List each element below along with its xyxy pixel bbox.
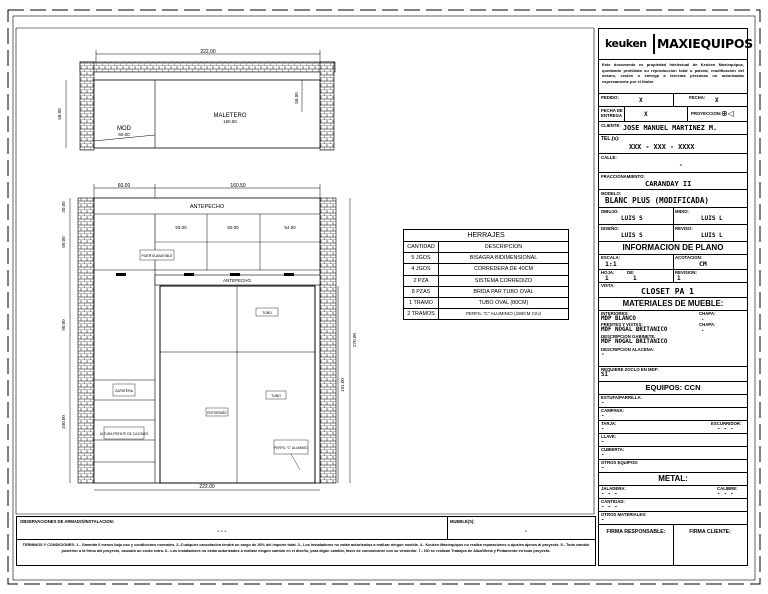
plan-depth-left: 58.00 [57, 108, 62, 120]
modelo-value: BLANC PLUS (MODIFICADA) [605, 196, 709, 205]
herrajes-col-cantidad: CANTIDAD [404, 242, 439, 252]
note-perfil: PERFIL "C" ALUMINIO [274, 446, 308, 450]
firma-responsable: FIRMA RESPONSABLE: [606, 529, 666, 535]
plan-depth-right: 58.00 [294, 92, 299, 104]
hoja-label: HOJA: [601, 270, 615, 275]
tarja-value: - [601, 426, 605, 432]
terms: TERMINOS Y CONDICIONES: 1.- Garantía 6 meses bajo uso y condiciones normales. 2.-Cualquier cancelación tendrá un cargo de 20% del importe total. 3.- Los instaladores no están autorizados a realizar ningún mueble. 4.- Keuken Maxiequipos no realiza reparaciones o ajustes ajenos al proyecto. 5.- Todo cambio posterior a la firma del proyecto, causará un costo extra. 6.- Los instaladores no están autorizados a realizar ningún cambio en el diseño, para algún cambio, favor de comunicarse con su vendedor. 7.- NO se realizan Trabajos de Albañilería y Pintamento en todo proyecto. [22, 543, 590, 553]
cubierta-value: - [601, 452, 605, 458]
herrajes-desc: CORREDERA DE 40CM [473, 266, 533, 273]
elev-h-right: 191.00 [340, 378, 345, 392]
chapa2-label: CHAPA: [699, 322, 716, 327]
table-row [404, 286, 568, 297]
disclaimer: Este documento es propiedad intelectual de Keuken Maxiequipos, quedando prohibida su reproducción total o parcial, modificación del mismo, cesión o entrega a terceras personas no autorizadas expresamente por el titular. [602, 62, 744, 84]
jaladera-label: JALADERA: [601, 486, 626, 491]
de-label: DE: [627, 270, 635, 275]
note-entrepano: ENTREPAÑO [207, 411, 227, 415]
projection-icon: ⊕◁ [721, 109, 734, 118]
escala-label: ESCALA: [601, 255, 621, 260]
entrega-value: X [644, 111, 648, 118]
llave-value: - [601, 439, 605, 445]
elevation-view [61, 183, 357, 490]
elev-dim-c: 54.50 [284, 225, 296, 230]
maletero-dim: 160.50 [223, 119, 237, 124]
info-header: INFORMACION DE PLANO [599, 242, 747, 255]
antepecho-mid: ANTEPECHO [222, 278, 252, 283]
mod-dim: 60.00 [118, 132, 130, 137]
hoja-value: 1 [605, 275, 609, 282]
jaladera-value: - - - [601, 491, 618, 497]
fecha-value: X [715, 97, 719, 104]
table-row [404, 297, 568, 308]
modelo-label: MODELO: [601, 191, 622, 196]
elev-dim-b: 50.00 [227, 225, 239, 230]
antepecho-top: ANTEPECHO [189, 204, 225, 210]
calibre-value: - - - [717, 491, 734, 497]
calle-value: - [679, 162, 683, 169]
acot-label: ACOTACION: [675, 255, 703, 260]
escurridor-label: ESCURRIDOR: [711, 421, 742, 426]
pedido-value: X [639, 97, 643, 104]
proyeccion-label: PROYECCION: [691, 111, 722, 116]
bottom-notes [16, 516, 596, 566]
herrajes-table [403, 229, 569, 320]
herrajes-col-descripcion: DESCRIPCION [484, 244, 523, 250]
alacena-label: DESCRIPCION ALACENA: [601, 347, 655, 352]
frentes-label: FRENTES Y VISTAS: [601, 322, 643, 327]
escala-value: 1:1 [605, 260, 617, 268]
elev-dim-right: 160.50 [230, 183, 246, 189]
acot-value: CM [699, 260, 707, 268]
alacena-value: - [601, 352, 605, 358]
fracc-value: CARANDAY II [645, 180, 692, 188]
herrajes-desc: SISTEMA CORREDIZO [474, 277, 533, 284]
calibre-label: CALIBRE: [717, 486, 738, 491]
de-value: 1 [633, 275, 637, 282]
zoclo-value: SI [601, 372, 608, 378]
cantidad-value: - - - [601, 504, 618, 510]
tarja-label: TARJA: [601, 421, 617, 426]
revision-value: 1 [677, 275, 681, 282]
frentes-value: MDF NOGAL BRITANICO [601, 327, 668, 333]
brand-row [599, 29, 753, 60]
campana-value: - [601, 413, 605, 419]
otros-equipos-value: - [601, 465, 605, 471]
otros-mat-value: - [601, 517, 605, 523]
otros-mat-label: OTROS MATERIALES: [601, 512, 647, 517]
herrajes-qty: 8 PZAS [404, 287, 439, 297]
dibujo-value: LUIS S [621, 215, 643, 222]
diseno-label: DISEÑO: [601, 226, 619, 231]
maletero-label: MALETERO [213, 113, 247, 119]
elev-dim-left: 60.00 [117, 183, 131, 189]
note-tubo2: TUBO [271, 394, 281, 398]
elev-h-mid: 60.00 [61, 236, 66, 248]
entrega-label: FECHA DE ENTREGA [601, 108, 623, 118]
campana-label: CAMPANA: [601, 408, 625, 413]
zoclo-label: REQUIERE ZOCLO EN MDF: [601, 367, 659, 372]
escurridor-value: - - - [717, 426, 734, 432]
company-name: MAXIEQUIPOS [657, 36, 753, 51]
midio-value: LUIS L [701, 215, 723, 222]
cubierta-label: CUBIERTA: [601, 447, 625, 452]
elev-dim-a: 53.00 [175, 225, 187, 230]
herrajes-qty: 2 PZA [404, 276, 439, 286]
muebles-label: MUEBLE(S): [450, 519, 475, 524]
estufa-value: - [601, 400, 605, 406]
fracc-label: FRACCIONAMIENTO: [601, 174, 645, 179]
estufa-label: ESTUFA/PARRILLA: [601, 395, 642, 400]
elev-h-bot: 100.00 [61, 415, 66, 429]
equipos-header: EQUIPOS: CCN [599, 382, 747, 395]
dibujo-label: DIBUJO: [601, 209, 619, 214]
gabinete-value: MDF NOGAL BRITANICO [601, 339, 668, 345]
diseno-value: LUIS S [621, 232, 643, 239]
chapa1-label: CHAPA: [699, 311, 716, 316]
vista-value: CLOSET PA 1 [641, 287, 694, 296]
herrajes-qty: 2 TRAMOS [404, 309, 439, 319]
pedido-label: PEDIDO: [601, 95, 619, 100]
chapa1-value: . [701, 316, 705, 322]
mod-label: MOD [117, 126, 131, 132]
elev-h-total: 270.00 [352, 333, 357, 347]
table-row [404, 275, 568, 286]
elev-bottom-width: 222.00 [199, 484, 215, 490]
obs-label: OBSERVACIONES DE ARMADO/INSTALACION: [20, 519, 115, 524]
table-row [404, 263, 568, 274]
herrajes-desc: BISAGRA BIDIMENSIONAL [469, 255, 538, 262]
note-tubo: TUBO [262, 311, 272, 315]
herrajes-qty: 1 TRAMO [404, 298, 439, 308]
plan-width: 222.00 [200, 49, 216, 55]
calle-label: CALLE: [601, 155, 617, 160]
revision-label: REVISION: [675, 270, 697, 275]
herrajes-desc: PERFIL "C" ALUMINIO (190CM C/U) [465, 311, 542, 317]
keuken-logo: keuken [605, 37, 647, 50]
muebles-value: - [525, 529, 527, 535]
materiales-header: MATERIALES DE MUEBLE: [599, 298, 747, 311]
gabinete-label: DESCRIPCION GABINETE: [601, 334, 656, 339]
reviso-value: LUIS L [701, 232, 723, 239]
herrajes-header [404, 241, 568, 252]
herrajes-qty: 4 JGOS [404, 264, 439, 274]
note-puerta: PUERTA ABATIBLE [141, 254, 173, 258]
interiores-value: MDP BLANCO [601, 316, 636, 322]
reviso-label: REVISO: [675, 226, 693, 231]
obs-value: - - - [217, 529, 227, 535]
vista-label: VISTA: [601, 283, 615, 288]
midio-label: MIDIO: [675, 209, 689, 214]
interiores-label: INTERIORES: [601, 311, 629, 316]
cliente-label: CLIENTE: [601, 123, 621, 128]
fecha-label: FECHA: [689, 95, 706, 100]
cantidad-label: CANTIDAD: [601, 499, 625, 504]
chapa2-value: . [701, 327, 705, 333]
disclaimer-row [599, 60, 747, 94]
tel-label: TEL.(s): [601, 136, 620, 142]
plan-view [57, 49, 335, 150]
llave-label: LLAVE: [601, 434, 617, 439]
otros-equipos-label: OTROS EQUIPOS: [601, 460, 639, 465]
table-row [404, 308, 568, 319]
note-cajones: ALTURA FRENTE DE CAJONES [99, 432, 149, 436]
title-block [598, 28, 753, 566]
tel-value: XXX - XXX - XXXX [629, 143, 695, 151]
table-row [404, 252, 568, 263]
note-zapatera: ZAPATERA [115, 389, 133, 393]
elev-h-low: 90.00 [61, 319, 66, 331]
firma-cliente: FIRMA CLIENTE: [689, 529, 731, 535]
cliente-value: JOSE MANUEL MARTINEZ M. [623, 124, 718, 132]
herrajes-desc: TUBO OVAL (80CM) [478, 299, 529, 306]
elev-h-top: 30.00 [61, 201, 66, 213]
herrajes-qty: 5 JGOS [404, 253, 439, 263]
herrajes-desc: BRIDA PAR TUBO OVAL [473, 288, 534, 295]
herrajes-title: HERRAJES [467, 232, 505, 239]
metal-header: METAL: [599, 473, 747, 486]
